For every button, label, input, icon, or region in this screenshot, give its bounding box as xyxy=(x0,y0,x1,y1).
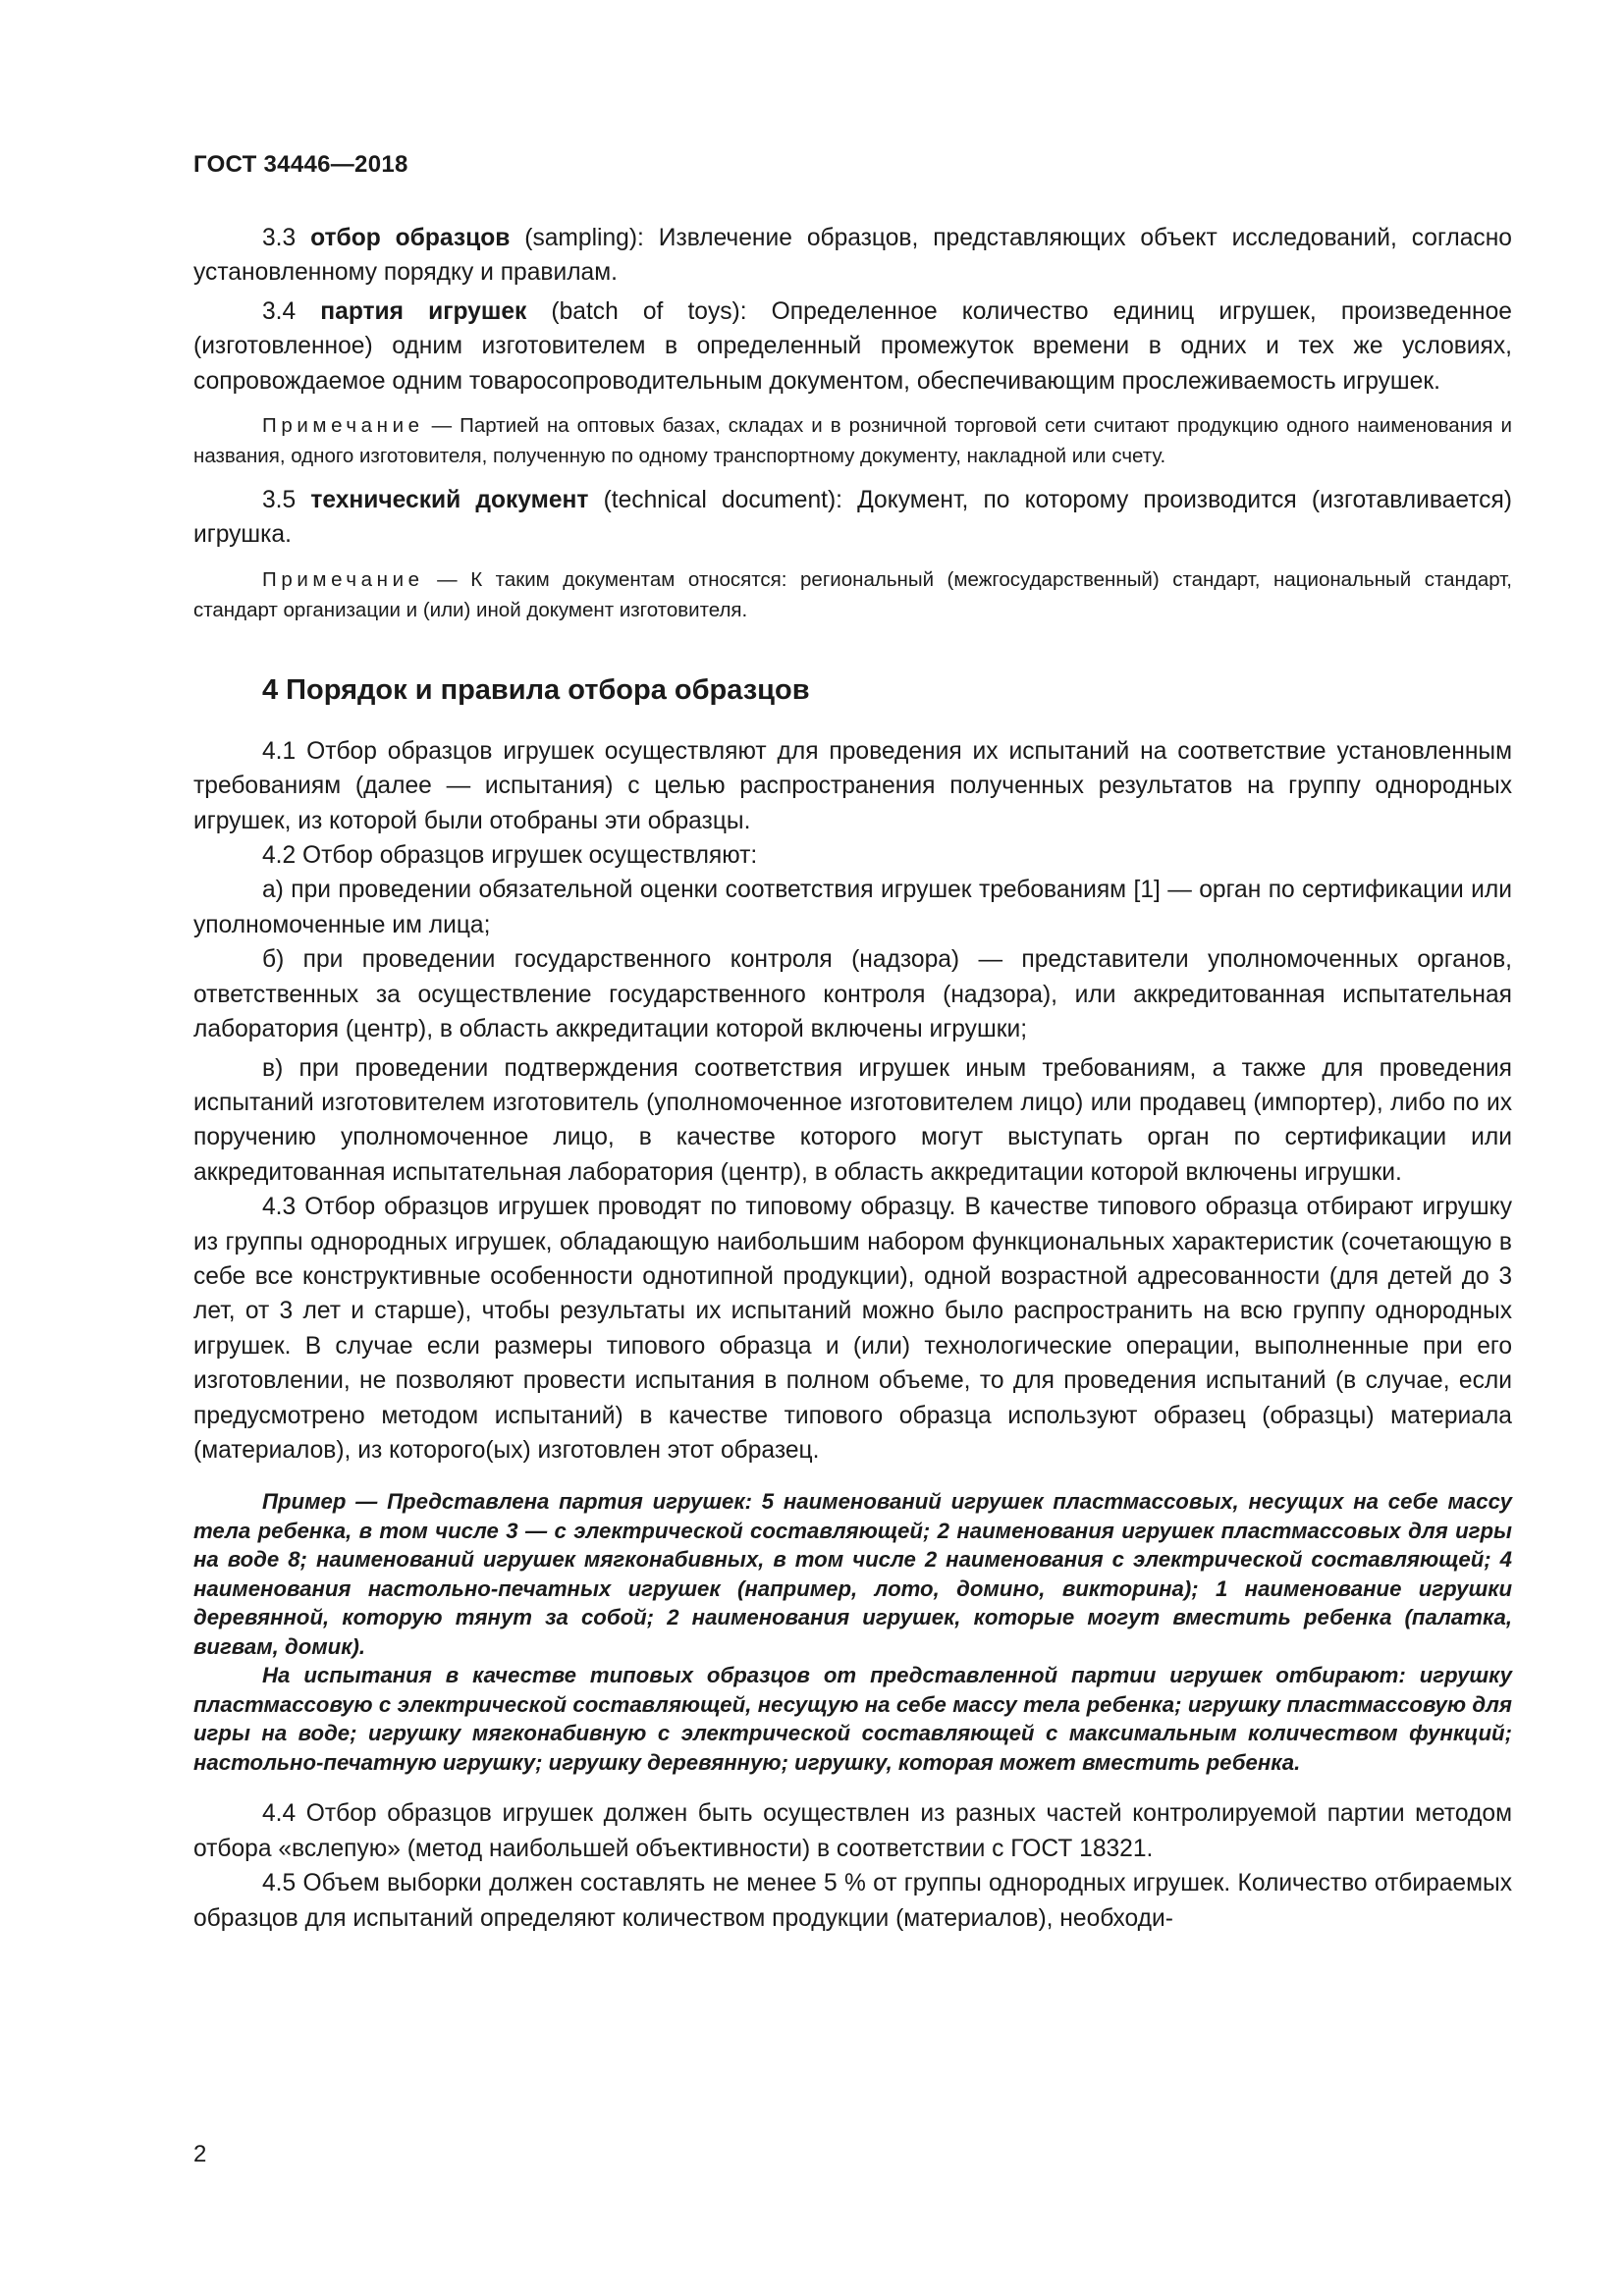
clause-4-2: 4.2 Отбор образцов игрушек осуществляют: xyxy=(262,842,758,870)
clause-3-5 xyxy=(193,483,1512,553)
clause-term: технический документ xyxy=(310,487,589,514)
clause-number: 3.4 xyxy=(262,297,321,325)
clause-4-3: 4.3 Отбор образцов игрушек проводят по типовому образцу. В качестве типового образца отбирают игрушку из группы однородных игрушек, обладающую наибольшим набором функциональных характеристик (сочетающую в себе все конструктивные особенности однотипной продукции), одной возрастной адресованности (для детей до 3 лет, от 3 лет и старше), чтобы результаты их испытаний можно было распространить на всю группу однородных игрушек. В случае если размеры типового образца и (или) технологические операции, выполненные при его изготовлении, не позволяют провести испытания в полном объеме, то для проведения испытаний (в случае, если предусмотрено методом испытаний) в качестве типового образца используют образец (образцы) материала (материалов), из которого(ых) изготовлен этот образец. xyxy=(193,1194,1512,1464)
example-paragraph-2: На испытания в качестве типовых образцов от представленной партии игрушек отбирают: игрушку пластмассовую с электрической составляющей, несущую на себе массу тела ребенка; игрушку пластмассовую для игры на воде; игрушку мягконабивную с электрической составляющей с максимальным количеством функций; настольно-печатную игрушку; игрушку деревянную; игрушку, которая может вместить ребенка. xyxy=(193,1663,1512,1775)
clause-3-4 xyxy=(193,294,1512,399)
clause-text: (technical document): Документ, по которому производится (изготавливается) игрушка. xyxy=(193,487,1512,549)
clause-term: отбор образцов xyxy=(310,225,511,251)
clause-4-2-v: в) при проведении подтверждения соответствия игрушек иным требованиям, а также для проведения испытаний изготовителем изготовитель (уполномоченное изготовителем лицо) или продавец (импортер), либо по их поручению уполномоченное лицо, в качестве которого могут выступать орган по сертификации или аккредитованная испытательная лаборатория (центр), в область аккредитации которой включены игрушки. xyxy=(193,1054,1512,1186)
clause-text: (sampling): Извлечение образцов, представляющих объект исследований, согласно установленному порядку и правилам. xyxy=(193,225,1512,287)
note-2 xyxy=(193,564,1512,625)
clause-term: партия игрушек xyxy=(320,297,527,325)
note-text: — Партией на оптовых базах, складах и в розничной торговой сети считают продукцию одного наименования и названия, одного изготовителя, полученную по одному транспортному документу, накладной или счету. xyxy=(193,414,1512,468)
clause-4-2-b: б) при проведении государственного контроля (надзора) — представители уполномоченных органов, ответственных за осуществление государственного контроля (надзора), или аккредитованная испытательная лаборатория (центр), в область аккредитации которой включены игрушки; xyxy=(193,946,1512,1043)
clause-number: 3.5 xyxy=(262,487,311,514)
example-paragraph-1: Пример — Представлена партия игрушек: 5 наименований игрушек пластмассовых, несущих на себе массу тела ребенка, в том числе 3 — с электрической составляющей; 2 наименования игрушек пластмассовых для игры на воде 8; наименований игрушек мягконабивных, в том числе 2 наименования с электрической составляющей; 4 наименования настольно-печатных игрушек (например, лото, домино, викторина); 1 наименование игрушки деревянной, которую тянут за собой; 2 наименования игрушек, которые могут вместить ребенка (палатка, вигвам, домик). xyxy=(193,1489,1512,1659)
note-label: Примечание xyxy=(262,414,424,438)
note-label: Примечание xyxy=(262,567,424,591)
document-header: ГОСТ 34446—2018 xyxy=(193,151,408,178)
clause-3-3 xyxy=(193,221,1512,291)
clause-4-4: 4.4 Отбор образцов игрушек должен быть осуществлен из разных частей контролируемой партии методом отбора «вслепую» (метод наибольшей объективности) в соответствии с ГОСТ 18321. xyxy=(193,1800,1512,1862)
note-text: — К таким документам относятся: региональный (межгосударственный) стандарт, национальный стандарт, стандарт организации и (или) иной документ изготовителя. xyxy=(193,567,1512,621)
note-1 xyxy=(193,410,1512,471)
clause-number: 3.3 xyxy=(262,225,311,251)
section-heading: 4 Порядок и правила отбора образцов xyxy=(262,673,810,706)
page-number: 2 xyxy=(193,2141,207,2167)
document-content xyxy=(193,221,1512,1936)
clause-4-1: 4.1 Отбор образцов игрушек осуществляют для проведения их испытаний на соответствие установленным требованиям (далее — испытания) с целью распространения полученных результатов на группу однородных игрушек, из которой были отобраны эти образцы. xyxy=(193,737,1512,834)
clause-text: (batch of toys): Определенное количество единиц игрушек, произведенное (изготовленное) одним изготовителем в определенный промежуток времени в одних и тех же условиях, сопровождаемое одним товаросопроводительным документом, обеспечивающим прослеживаемость игрушек. xyxy=(193,297,1512,395)
clause-4-2-a: а) при проведении обязательной оценки соответствия игрушек требованиям [1] — орган по сертификации или уполномоченные им лица; xyxy=(193,877,1512,938)
clause-4-5: 4.5 Объем выборки должен составлять не менее 5 % от группы однородных игрушек. Количество отбираемых образцов для испытаний определяют количеством продукции (материалов), необходи- xyxy=(193,1870,1512,1932)
